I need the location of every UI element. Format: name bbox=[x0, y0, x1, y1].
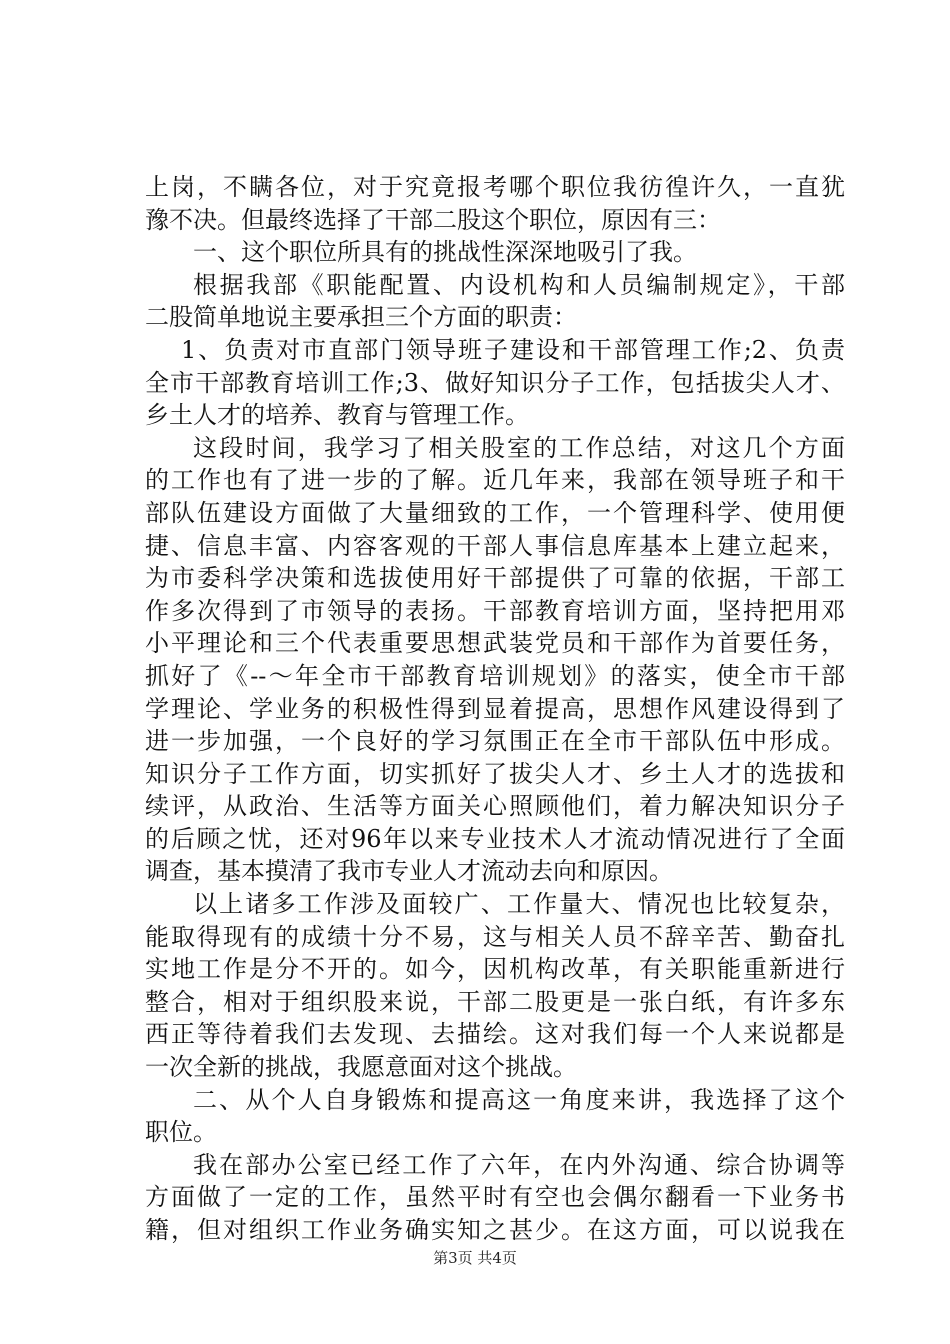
text-line: 部队伍建设方面做了大量细致的工作，一个管理科学、使用便 bbox=[145, 498, 845, 527]
text-line: 整合，相对于组织股来说，干部二股更是一张白纸，有许多东 bbox=[145, 987, 845, 1016]
text-line: 根据我部《职能配置、内设机构和人员编制规定》，干部 bbox=[193, 270, 845, 299]
text-line: 捷、信息丰富、内容客观的干部人事信息库基本上建立起来， bbox=[145, 531, 845, 560]
page-number-label: 第3页 共4页 bbox=[433, 1249, 517, 1267]
text-line: 西正等待着我们去发现、去描绘。这对我们每一个人来说都是 bbox=[145, 1020, 845, 1049]
text-line: 乡土人才的培养、教育与管理工作。 bbox=[145, 401, 529, 430]
text-line: 方面做了一定的工作，虽然平时有空也会偶尔翻看一下业务书 bbox=[145, 1183, 845, 1212]
text-line: 的工作也有了进一步的了解。近几年来，我部在领导班子和干 bbox=[145, 466, 845, 495]
page-footer bbox=[0, 1247, 950, 1268]
text-line: 这段时间，我学习了相关股室的工作总结，对这几个方面 bbox=[193, 433, 845, 462]
text-line: 续评，从政治、生活等方面关心照顾他们，着力解决知识分子 bbox=[145, 792, 845, 821]
text-line: 二、从个人自身锻炼和提高这一角度来讲，我选择了这个 bbox=[193, 1085, 845, 1114]
text-line: 知识分子工作方面，切实抓好了拔尖人才、乡土人才的选拔和 bbox=[145, 759, 845, 788]
text-line: 我在部办公室已经工作了六年，在内外沟通、综合协调等 bbox=[193, 1150, 845, 1179]
text-line: 的后顾之忧，还对96年以来专业技术人才流动情况进行了全面 bbox=[145, 824, 845, 853]
document-body bbox=[145, 171, 845, 1247]
text-line: 1、负责对市直部门领导班子建设和干部管理工作;2、负责 bbox=[181, 335, 845, 364]
text-line: 二股简单地说主要承担三个方面的职责： bbox=[145, 303, 577, 332]
text-line: 为市委科学决策和选拔使用好干部提供了可靠的依据，干部工 bbox=[145, 564, 845, 593]
text-line: 作多次得到了市领导的表扬。干部教育培训方面，坚持把用邓 bbox=[145, 596, 845, 625]
text-line: 能取得现有的成绩十分不易，这与相关人员不辞辛苦、勤奋扎 bbox=[145, 922, 845, 951]
text-line: 一次全新的挑战，我愿意面对这个挑战。 bbox=[145, 1053, 577, 1082]
text-line: 职位。 bbox=[145, 1118, 217, 1147]
text-line: 豫不决。但最终选择了干部二股这个职位，原因有三： bbox=[145, 205, 721, 234]
text-line: 上岗，不瞒各位，对于究竟报考哪个职位我彷徨许久，一直犹 bbox=[145, 173, 845, 201]
text-line: 一、这个职位所具有的挑战性深深地吸引了我。 bbox=[193, 238, 697, 267]
text-line: 抓好了《--～年全市干部教育培训规划》的落实，使全市干部 bbox=[145, 661, 845, 690]
text-line: 全市干部教育培训工作;3、做好知识分子工作，包括拔尖人才、 bbox=[145, 368, 845, 397]
text-line: 进一步加强，一个良好的学习氛围正在全市干部队伍中形成。 bbox=[145, 727, 845, 756]
text-line: 以上诸多工作涉及面较广、工作量大、情况也比较复杂， bbox=[193, 890, 845, 919]
text-line: 实地工作是分不开的。如今，因机构改革，有关职能重新进行 bbox=[145, 955, 845, 984]
text-line: 调查，基本摸清了我市专业人才流动去向和原因。 bbox=[145, 857, 673, 886]
text-line: 学理论、学业务的积极性得到显着提高，思想作风建设得到了 bbox=[145, 694, 845, 723]
text-line: 小平理论和三个代表重要思想武装党员和干部作为首要任务， bbox=[145, 629, 845, 658]
text-line: 籍，但对组织工作业务确实知之甚少。在这方面，可以说我在 bbox=[145, 1216, 845, 1244]
